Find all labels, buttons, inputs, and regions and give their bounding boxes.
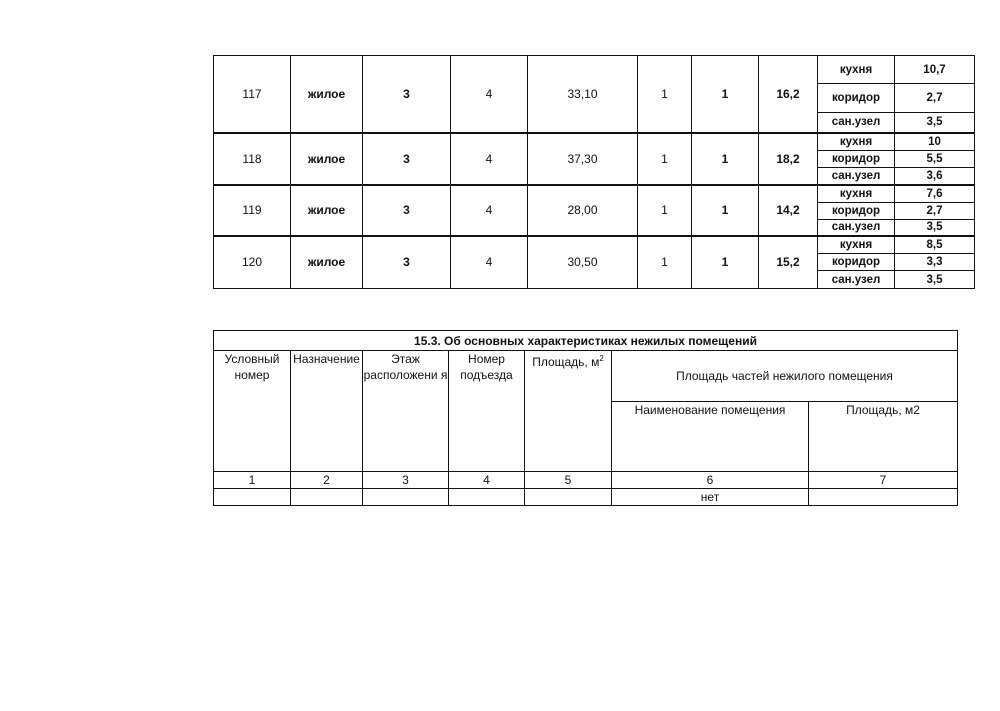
apartment-type: жилое [291, 56, 363, 133]
apartment-col6: 1 [638, 56, 692, 133]
table-row [214, 56, 975, 84]
column-number: 2 [291, 472, 363, 489]
apartment-entrance: 4 [451, 133, 528, 185]
column-number: 1 [214, 472, 291, 489]
room-area: 3,3 [895, 254, 975, 271]
room-name: сан.узел [818, 113, 895, 133]
room-name: сан.узел [818, 271, 895, 289]
room-area: 8,5 [895, 236, 975, 254]
room-name: кухня [818, 185, 895, 203]
room-area: 2,7 [895, 84, 975, 113]
room-area: 3,6 [895, 168, 975, 185]
header-parts: Площадь частей нежилого помещения [612, 351, 958, 402]
apartment-type: жилое [291, 236, 363, 289]
room-area: 3,5 [895, 220, 975, 236]
room-area: 3,5 [895, 113, 975, 133]
living-area: 18,2 [759, 133, 818, 185]
apartment-number: 117 [214, 56, 291, 133]
room-name: сан.узел [818, 168, 895, 185]
room-area: 5,5 [895, 151, 975, 168]
apartment-number: 118 [214, 133, 291, 185]
empty-cell [214, 489, 291, 506]
apartment-type: жилое [291, 185, 363, 236]
apartment-entrance: 4 [451, 56, 528, 133]
apartment-col7: 1 [692, 236, 759, 289]
apartment-entrance: 4 [451, 236, 528, 289]
apartment-area: 28,00 [528, 185, 638, 236]
room-name: коридор [818, 254, 895, 271]
header-cond-num: Условный номер [214, 351, 291, 472]
apartment-area: 33,10 [528, 56, 638, 133]
living-area: 15,2 [759, 236, 818, 289]
room-name: сан.узел [818, 220, 895, 236]
header-part-name: Наименование помещения [612, 402, 809, 472]
room-name: кухня [818, 236, 895, 254]
column-number: 4 [449, 472, 525, 489]
section-title: 15.3. Об основных характеристиках нежилых помещений [214, 331, 958, 351]
column-number: 5 [525, 472, 612, 489]
header-entrance: Номер подъезда [449, 351, 525, 472]
column-number: 3 [363, 472, 449, 489]
empty-cell [363, 489, 449, 506]
table-row [214, 133, 975, 151]
empty-cell [291, 489, 363, 506]
apartment-col6: 1 [638, 133, 692, 185]
column-number: 7 [809, 472, 958, 489]
apartment-floor: 3 [363, 236, 451, 289]
apartment-col6: 1 [638, 236, 692, 289]
table-row [214, 185, 975, 203]
room-area: 10,7 [895, 56, 975, 84]
room-area: 2,7 [895, 203, 975, 220]
apartment-col7: 1 [692, 133, 759, 185]
room-area: 10 [895, 133, 975, 151]
apartment-number: 120 [214, 236, 291, 289]
room-area: 3,5 [895, 271, 975, 289]
apartment-area: 30,50 [528, 236, 638, 289]
apartment-number: 119 [214, 185, 291, 236]
header-area: Площадь, $м^2$ [525, 351, 612, 472]
room-name: коридор [818, 151, 895, 168]
room-name: коридор [818, 84, 895, 113]
room-name: кухня [818, 133, 895, 151]
apartment-entrance: 4 [451, 185, 528, 236]
empty-cell [525, 489, 612, 506]
room-name: кухня [818, 56, 895, 84]
apartment-floor: 3 [363, 185, 451, 236]
living-area: 16,2 [759, 56, 818, 133]
empty-cell [449, 489, 525, 506]
apartment-col7: 1 [692, 185, 759, 236]
apartment-type: жилое [291, 133, 363, 185]
table-row [214, 236, 975, 254]
empty-value: нет [612, 489, 809, 506]
apartment-area: 37,30 [528, 133, 638, 185]
apartment-floor: 3 [363, 56, 451, 133]
empty-cell [809, 489, 958, 506]
living-area: 14,2 [759, 185, 818, 236]
header-floor: Этаж расположени я [363, 351, 449, 472]
header-purpose: Назначение [291, 351, 363, 472]
nonresidential-table [213, 330, 958, 506]
room-name: коридор [818, 203, 895, 220]
header-part-area: Площадь, м2 [809, 402, 958, 472]
room-area: 7,6 [895, 185, 975, 203]
apartment-col7: 1 [692, 56, 759, 133]
apartments-table [213, 55, 975, 289]
apartment-floor: 3 [363, 133, 451, 185]
column-number: 6 [612, 472, 809, 489]
apartment-col6: 1 [638, 185, 692, 236]
